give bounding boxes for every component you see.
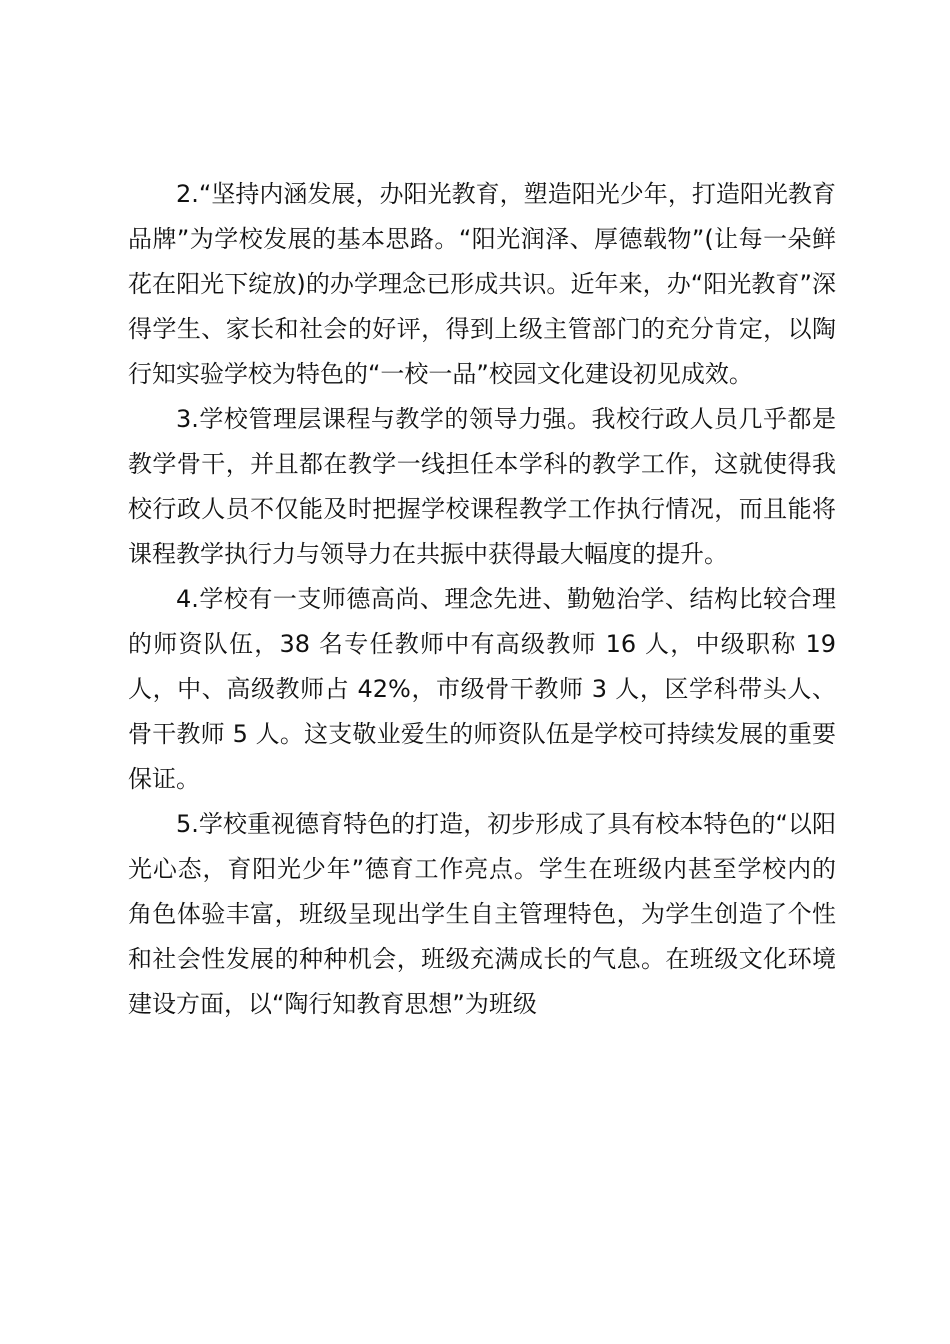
document-page: [128, 172, 836, 1027]
paragraph-4: 4.学校有一支师德高尚、理念先进、勤勉治学、结构比较合理的师资队伍，38 名专任教师中有高级教师 16 人，中级职称 19 人，中、高级教师占 42%，市级骨干教师 3 人，区学科带头人、骨干教师 5 人。这支敬业爱生的师资队伍是学校可持续发展的重要保证。: [128, 585, 836, 793]
paragraph-2: 2.“坚持内涵发展，办阳光教育，塑造阳光少年，打造阳光教育品牌”为学校发展的基本思路。“阳光润泽、厚德载物”(让每一朵鲜花在阳光下绽放)的办学理念已形成共识。近年来，办“阳光教育”深得学生、家长和社会的好评，得到上级主管部门的充分肯定，以陶行知实验学校为特色的“一校一品”校园文化建设初见成效。: [128, 180, 836, 388]
paragraph-3: 3.学校管理层课程与教学的领导力强。我校行政人员几乎都是教学骨干，并且都在教学一线担任本学科的教学工作，这就使得我校行政人员不仅能及时把握学校课程教学工作执行情况，而且能将课程教学执行力与领导力在共振中获得最大幅度的提升。: [128, 405, 836, 568]
paragraph-5: 5.学校重视德育特色的打造，初步形成了具有校本特色的“以阳光心态，育阳光少年”德育工作亮点。学生在班级内甚至学校内的角色体验丰富，班级呈现出学生自主管理特色，为学生创造了个性和社会性发展的种种机会，班级充满成长的气息。在班级文化环境建设方面，以“陶行知教育思想”为班级: [128, 810, 836, 1018]
